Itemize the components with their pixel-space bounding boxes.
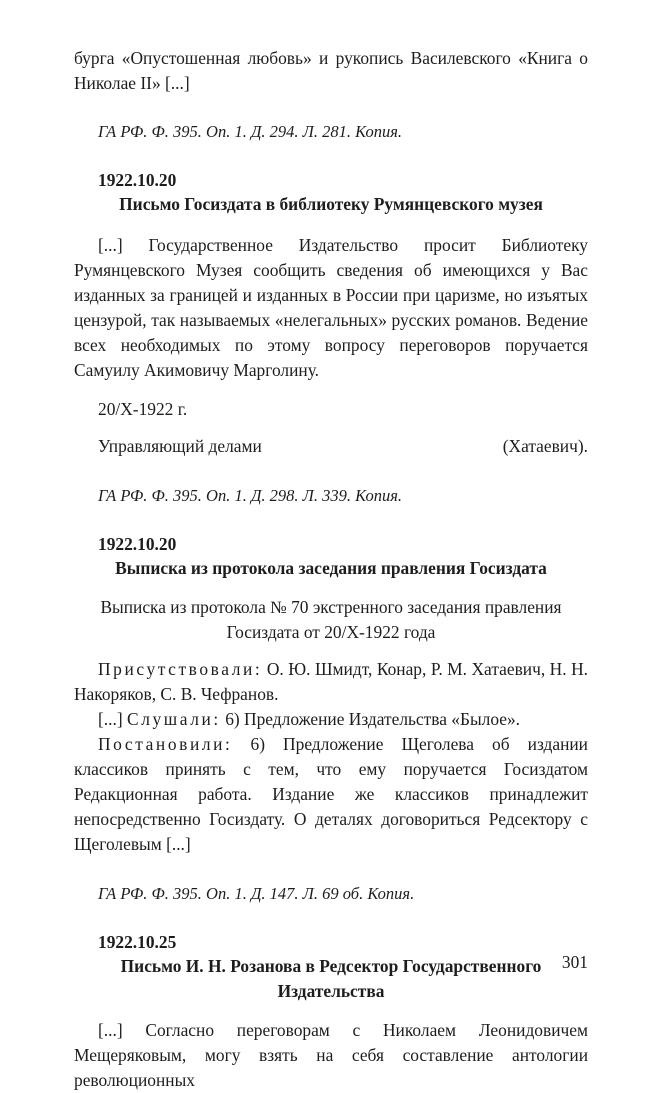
doc2-present-text: О. Ю. Шмидт, Конар, Р. М. Хатаевич, Н. Н. Накоряков, С. В. Чефранов. <box>74 659 588 704</box>
doc1-signer-title: Управляющий делами <box>98 436 262 456</box>
doc1-body: [...] Государственное Издательство просит Библиотеку Румянцевского Музея сообщить сведения об имеющихся у Вас изданных за границей и изданных в России при царизме, но изъятых цензурой, так называемых «нелегальных» русских романов. Ведение всех необходимых по этому вопросу переговоров поручается Самуилу Акимовичу Марголину. <box>74 235 588 380</box>
doc2-subtitle-line2: Госиздата от 20/Х-1922 года <box>226 622 436 642</box>
doc1-archive-source: ГА РФ. Ф. 395. Оп. 1. Д. 298. Л. 339. Копия. <box>98 486 402 505</box>
archive-source-previous: ГА РФ. Ф. 395. Оп. 1. Д. 294. Л. 281. Копия. <box>98 122 402 141</box>
doc2-archive-source: ГА РФ. Ф. 395. Оп. 1. Д. 147. Л. 69 об. Копия. <box>98 884 415 903</box>
doc2-resolved-label: Постановили: <box>98 734 233 754</box>
doc3-title-line2: Издательства <box>277 981 385 1001</box>
doc2-resolved <box>74 732 588 857</box>
doc2-present-label: Присутствовали: <box>98 659 263 679</box>
doc2-resolved-text: 6) Предложение Щеголева об издании классиков принять с тем, что ему поручается Госиздатом Редакционная работа. Издание же классиков принадлежит непосредственно Госиздату. О деталях договориться Редсектору с Щеголевым [...] <box>74 734 588 854</box>
continued-paragraph: бурга «Опустошенная любовь» и рукопись Василевского «Книга о Николае II» [...] <box>74 48 588 93</box>
doc3-title-line1: Письмо И. Н. Розанова в Редсектор Государственного <box>120 956 542 976</box>
doc2-heard <box>74 707 588 732</box>
doc2-heard-text: 6) Предложение Издательства «Былое». <box>225 709 521 729</box>
doc1-dateline: 20/Х-1922 г. <box>98 399 188 419</box>
doc2-heard-prefix: [...] <box>98 709 123 729</box>
doc1-date: 1922.10.20 <box>98 170 177 190</box>
doc2-title: Выписка из протокола заседания правления Госиздата <box>115 558 547 578</box>
doc1-signature-row <box>74 434 588 459</box>
document-page <box>74 0 588 1093</box>
doc2-heard-label: Слушали: <box>127 709 221 729</box>
doc2-subtitle-line1: Выписка из протокола № 70 экстренного заседания правления <box>100 597 562 617</box>
doc1-signer-name: (Хатаевич). <box>502 436 588 456</box>
page-number: 301 <box>561 952 588 972</box>
doc2-present <box>74 657 588 707</box>
doc1-title: Письмо Госиздата в библиотеку Румянцевского музея <box>119 194 543 214</box>
doc3-body: [...] Согласно переговорам с Николаем Леонидовичем Мещеряковым, могу взять на себя составление антологии революционных <box>74 1020 588 1090</box>
doc3-date: 1922.10.25 <box>98 932 177 952</box>
doc2-date: 1922.10.20 <box>98 534 177 554</box>
